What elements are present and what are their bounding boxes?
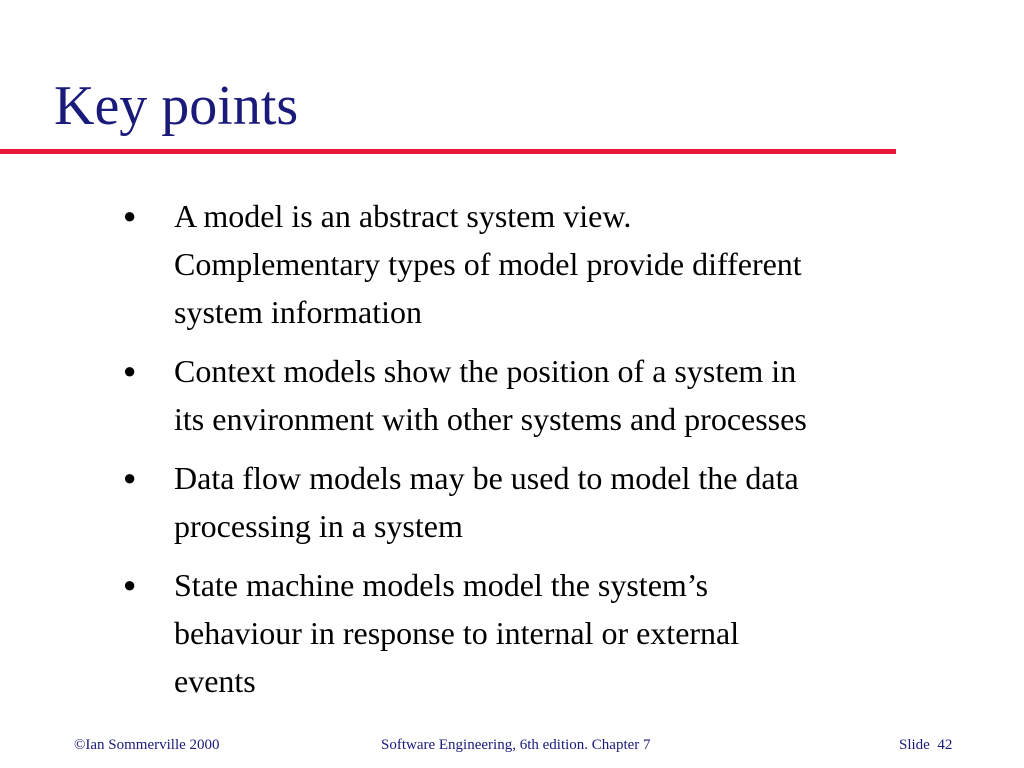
bullet-icon: ● [123,465,137,490]
slide-title: Key points [54,75,299,137]
bullet-item [0,347,974,443]
bullet-text-line: its environment with other systems and processes [174,401,807,437]
bullet-item [0,454,974,550]
footer-book-title: Software Engineering, 6th edition. Chapter 7 [381,737,651,753]
bullet-text-line: Data flow models may be used to model the data [174,460,799,496]
footer-copyright: ©Ian Sommerville 2000 [74,737,220,753]
bullet-item [0,561,974,705]
title-underline [0,149,896,154]
bullet-text-line: processing in a system [174,508,463,544]
bullet-text-line: Complementary types of model provide different [174,246,802,282]
bullet-text-line: system information [174,294,422,330]
bullet-icon: ● [123,572,137,597]
bullet-text-line: Context models show the position of a system in [174,353,797,389]
footer-slide-number: Slide 42 [899,737,953,753]
bullet-text-line: State machine models model the system’s [174,567,709,603]
bullet-list [0,192,974,716]
bullet-icon: ● [123,358,137,383]
bullet-text-line: behaviour in response to internal or external [174,615,740,651]
bullet-text-line: A model is an abstract system view. [174,198,632,234]
bullet-item [0,192,974,336]
bullet-icon: ● [123,203,137,228]
bullet-text-line: events [174,663,256,699]
